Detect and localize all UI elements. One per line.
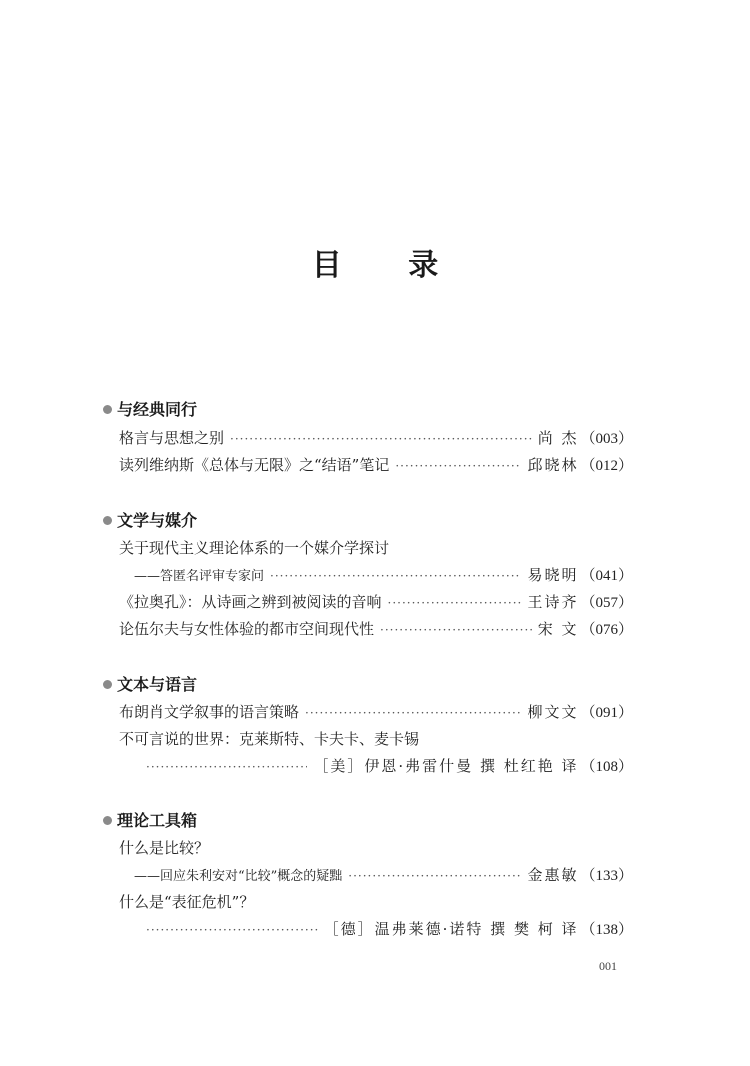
- entry-author: 易晓明: [527, 566, 579, 584]
- section-heading: [103, 508, 197, 534]
- entry-author: 柳文文: [527, 703, 579, 721]
- dot-leader: [305, 700, 521, 726]
- entry-author: ［德］温弗莱德·诺特 撰 樊 柯 译: [323, 920, 579, 938]
- entry-author: 宋 文: [537, 620, 579, 638]
- section-heading: [103, 397, 197, 423]
- section-heading: [103, 672, 197, 698]
- section-title: 文学与媒介: [117, 511, 198, 530]
- page-title: 目 录: [311, 248, 467, 283]
- toc-entry: [119, 726, 633, 752]
- entry-title: 格言与思想之别: [119, 429, 225, 447]
- toc-entry[interactable]: [146, 916, 633, 942]
- entry-title: 不可言说的世界：克莱斯特、卡夫卡、麦卡锡: [119, 730, 420, 748]
- section-bullet-icon: [103, 816, 112, 825]
- entry-page-number: （133）: [580, 868, 633, 884]
- section-bullet-icon: [103, 516, 112, 525]
- entry-title: 关于现代主义理论体系的一个媒介学探讨: [119, 539, 390, 557]
- section-bullet-icon: [103, 405, 112, 414]
- entry-page-number: （138）: [580, 922, 633, 938]
- toc-entry[interactable]: [134, 562, 633, 588]
- entry-page-number: （108）: [580, 759, 633, 775]
- dot-leader: [270, 563, 521, 589]
- entry-author: 尚 杰: [537, 429, 579, 447]
- entry-subtitle: ——答匿名评审专家问: [134, 569, 265, 584]
- toc-entry[interactable]: [119, 425, 633, 451]
- section-title: 理论工具箱: [117, 811, 198, 830]
- toc-entry[interactable]: [119, 699, 633, 725]
- dot-leader: [388, 590, 522, 616]
- dot-leader: [146, 917, 318, 943]
- dot-leader: [380, 617, 532, 643]
- section-bullet-icon: [103, 680, 112, 689]
- entry-page-number: （041）: [580, 568, 633, 584]
- dot-leader: [348, 863, 521, 889]
- entry-author: 金惠敏: [527, 866, 579, 884]
- dot-leader: [230, 426, 532, 452]
- toc-entry[interactable]: [134, 862, 633, 888]
- entry-title: 论伍尔夫与女性体验的都市空间现代性: [119, 620, 375, 638]
- toc-entry: [119, 835, 633, 861]
- entry-title: 布朗肖文学叙事的语言策略: [119, 703, 300, 721]
- entry-page-number: （003）: [580, 431, 633, 447]
- entry-author: ［美］伊恩·弗雷什曼 撰 杜红艳 译: [313, 757, 579, 775]
- toc-entry: [119, 889, 633, 915]
- dot-leader: [395, 453, 521, 479]
- dot-leader: [146, 754, 307, 780]
- section-heading: [103, 808, 197, 834]
- entry-title: 什么是“表征危机”？: [119, 893, 255, 911]
- entry-title: 读列维纳斯《总体与无限》之“结语”笔记: [119, 456, 390, 474]
- entry-author: 王诗齐: [527, 593, 579, 611]
- page-folio: 001: [599, 959, 617, 973]
- toc-entry: [119, 535, 633, 561]
- entry-author: 邱晓林: [527, 456, 579, 474]
- entry-page-number: （012）: [580, 458, 633, 474]
- section-title: 文本与语言: [117, 675, 198, 694]
- section-title: 与经典同行: [117, 400, 198, 419]
- toc-entry[interactable]: [146, 753, 633, 779]
- entry-page-number: （076）: [580, 622, 633, 638]
- entry-page-number: （057）: [580, 595, 633, 611]
- toc-entry[interactable]: [119, 616, 633, 642]
- toc-entry[interactable]: [119, 452, 633, 478]
- toc-entry[interactable]: [119, 589, 633, 615]
- entry-subtitle: ——回应朱利安对“比较”概念的疑黜: [134, 869, 343, 884]
- entry-title: 《拉奥孔》：从诗画之辨到被阅读的音响: [119, 593, 382, 611]
- entry-title: 什么是比较？: [119, 839, 210, 857]
- entry-page-number: （091）: [580, 705, 633, 721]
